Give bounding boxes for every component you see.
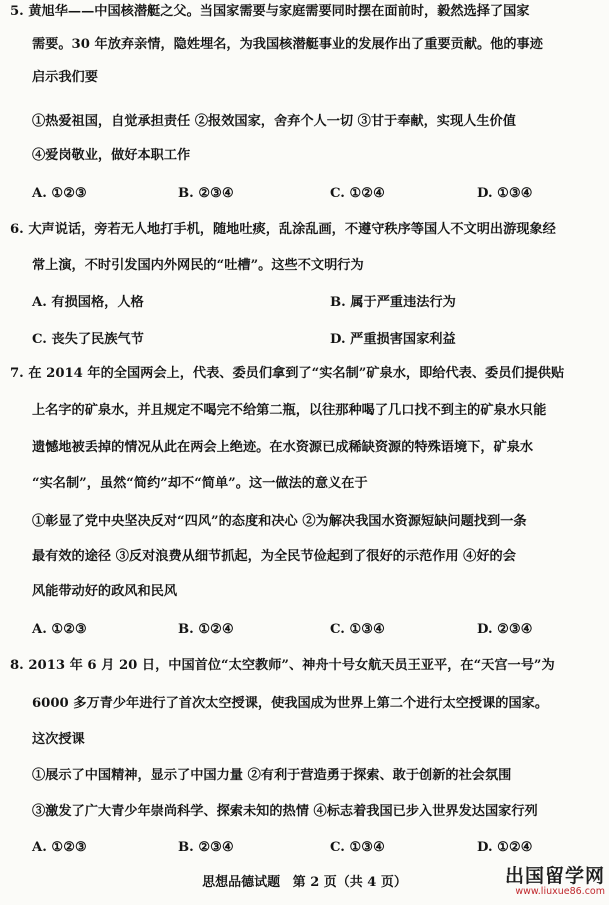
q5-option-d: D. ①③④: [477, 186, 533, 201]
q8-line-2: 6000 多万青少年进行了首次太空授课，使我国成为世界上第二个进行太空授课的国家。: [32, 696, 549, 711]
q7-line-5: ①彰显了党中央坚决反对“四风”的态度和决心 ②为解决我国水资源短缺问题找到一条: [32, 514, 527, 529]
footer-page-number: 第 2 页（共 4 页）: [292, 875, 407, 890]
q5-line-1: 5. 黄旭华——中国核潜艇之父。当国家需要与家庭需要同时摆在面前时，毅然选择了国家: [10, 4, 530, 19]
q8-option-d: D. ①②④: [477, 840, 533, 855]
q7-option-a: A. ①②③: [32, 622, 87, 637]
q8-line-1: 8. 2013 年 6 月 20 日，中国首位“太空教师”、神舟十号女航天员王亚平，在“天宫一号”为: [10, 658, 555, 673]
q7-line-4: “实名制”，虽然“简约”却不“简单”。这一做法的意义在于: [32, 476, 368, 491]
q5-option-b: B. ②③④: [178, 186, 234, 201]
q8-line-5: ③激发了广大青少年崇尚科学、探索未知的热情 ④标志着我国已步入世界发达国家行列: [32, 804, 538, 819]
q6-option-a: A. 有损国格，人格: [32, 295, 144, 310]
q6-option-c: C. 丧失了民族气节: [32, 332, 144, 347]
q5-line-2: 需要。30 年放弃亲情，隐姓埋名，为我国核潜艇事业的发展作出了重要贡献。他的事迹: [32, 37, 543, 52]
q6-line-2: 常上演，不时引发国内外网民的“吐槽”。这些不文明行为: [32, 258, 364, 273]
q5-option-a: A. ①②③: [32, 186, 87, 201]
watermark-logo: [473, 866, 605, 902]
q5-line-5: ④爱岗敬业，做好本职工作: [32, 148, 191, 163]
q7-line-7: 风能带动好的政风和民风: [32, 584, 178, 599]
q5-line-3: 启示我们要: [32, 70, 98, 85]
q6-option-b: B. 属于严重违法行为: [330, 295, 456, 310]
q8-option-c: C. ①③④: [330, 840, 385, 855]
q6-option-d: D. 严重损害国家利益: [330, 332, 456, 347]
q5-line-4: ①热爱祖国，自觉承担责任 ②报效国家，舍弃个人一切 ③甘于奉献，实现人生价值: [32, 114, 516, 129]
q8-option-a: A. ①②③: [32, 840, 87, 855]
watermark-title: 出国留学网: [504, 865, 605, 887]
q8-line-4: ①展示了中国精神，显示了中国力量 ②有利于营造勇于探索、敢于创新的社会氛围: [32, 768, 512, 783]
footer-subject: 思想品德试题: [202, 875, 281, 890]
q5-option-c: C. ①②④: [330, 186, 385, 201]
watermark-url: www.liuxue86.com: [515, 886, 605, 897]
q8-option-b: B. ②③④: [178, 840, 234, 855]
q7-line-3: 遗憾地被丢掉的情况从此在两会上绝迹。在水资源已成稀缺资源的特殊语境下，矿泉水: [32, 440, 534, 455]
q7-option-c: C. ①③④: [330, 622, 385, 637]
q6-line-1: 6. 大声说话，旁若无人地打手机，随地吐痰，乱涂乱画，不遵守秩序等国人不文明出游现象经: [10, 222, 556, 237]
q7-line-1: 7. 在 2014 年的全国两会上，代表、委员们拿到了“实名制”矿泉水，即给代表、委员们提供贴: [10, 366, 565, 381]
q7-line-2: 上名字的矿泉水，并且规定不喝完不给第二瓶，以往那种喝了几口找不到主的矿泉水只能: [32, 403, 547, 418]
q7-line-6: 最有效的途径 ③反对浪费从细节抓起，为全民节俭起到了很好的示范作用 ④好的会: [32, 549, 516, 564]
q8-line-3: 这次授课: [32, 732, 85, 747]
q7-option-d: D. ②③④: [477, 622, 533, 637]
q7-option-b: B. ①②④: [178, 622, 234, 637]
